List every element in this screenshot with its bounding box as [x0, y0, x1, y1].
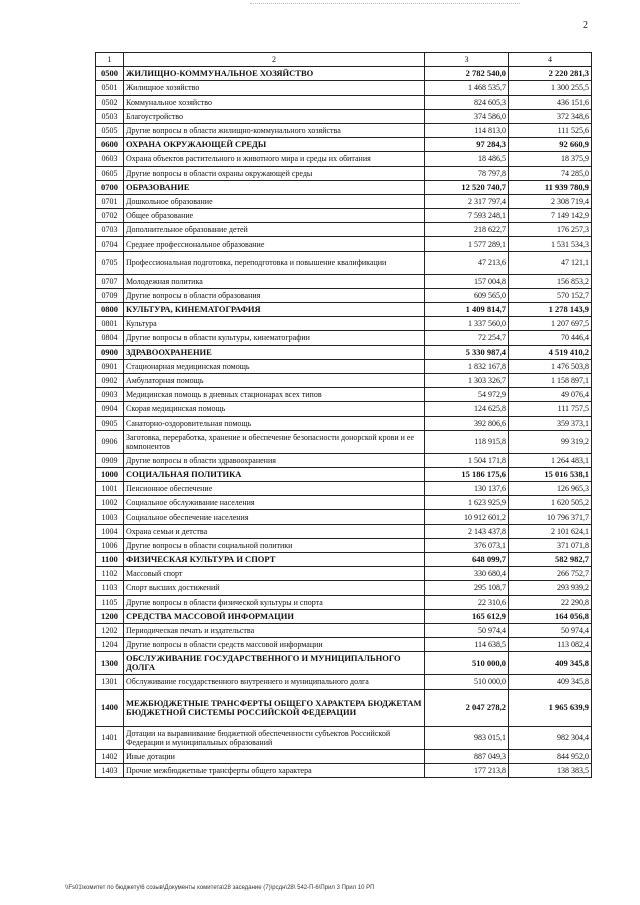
code-cell: 0903: [96, 388, 124, 402]
code-cell: 1300: [96, 652, 124, 675]
name-cell: Заготовка, переработка, хранение и обеспечение безопасности донорской крови и ее компонентов: [124, 430, 425, 453]
amount-2019-cell: 392 806,6: [425, 416, 509, 430]
amount-2020-cell: 1 531 534,3: [509, 237, 592, 251]
code-cell: 1102: [96, 567, 124, 581]
amount-2020-cell: 10 796 371,7: [509, 510, 592, 524]
code-cell: 0801: [96, 317, 124, 331]
table-row: [96, 152, 592, 166]
code-cell: 0804: [96, 331, 124, 345]
code-cell: 0702: [96, 209, 124, 223]
name-cell: КУЛЬТУРА, КИНЕМАТОГРАФИЯ: [124, 303, 425, 317]
table-row: [96, 109, 592, 123]
amount-2020-cell: 2 220 281,3: [509, 67, 592, 81]
name-cell: Жилищное хозяйство: [124, 81, 425, 95]
name-cell: ЗДРАВООХРАНЕНИЕ: [124, 345, 425, 359]
amount-2019-cell: 72 254,7: [425, 331, 509, 345]
code-cell: 1200: [96, 609, 124, 623]
section-row: [96, 609, 592, 623]
amount-2020-cell: 371 071,8: [509, 538, 592, 552]
amount-2020-cell: 1 300 255,5: [509, 81, 592, 95]
amount-2020-cell: 1 264 483,1: [509, 453, 592, 467]
amount-2019-cell: 130 137,6: [425, 482, 509, 496]
name-cell: Дополнительное образование детей: [124, 223, 425, 237]
amount-2020-cell: 359 373,1: [509, 416, 592, 430]
code-cell: 0800: [96, 303, 124, 317]
name-cell: Культура: [124, 317, 425, 331]
name-cell: Скорая медицинская помощь: [124, 402, 425, 416]
name-cell: Медицинская помощь в дневных стационарах всех типов: [124, 388, 425, 402]
amount-2019-cell: 1 303 326,7: [425, 373, 509, 387]
amount-2019-cell: 165 612,9: [425, 609, 509, 623]
name-cell: Молодежная политика: [124, 274, 425, 288]
name-cell: Общее образование: [124, 209, 425, 223]
amount-2020-cell: 18 375,9: [509, 152, 592, 166]
name-cell: Другие вопросы в области культуры, кинематографии: [124, 331, 425, 345]
amount-2019-cell: 218 622,7: [425, 223, 509, 237]
name-cell: ОБСЛУЖИВАНИЕ ГОСУДАРСТВЕННОГО И МУНИЦИПАЛЬНОГО ДОЛГА: [124, 652, 425, 675]
table-row: [96, 81, 592, 95]
amount-2020-cell: 50 974,4: [509, 623, 592, 637]
amount-2019-cell: 2 047 278,2: [425, 689, 509, 726]
name-cell: Амбулаторная помощь: [124, 373, 425, 387]
name-cell: ЖИЛИЩНО-КОММУНАЛЬНОЕ ХОЗЯЙСТВО: [124, 67, 425, 81]
amount-2020-cell: 266 752,7: [509, 567, 592, 581]
amount-2019-cell: 1 832 167,8: [425, 359, 509, 373]
code-cell: 0906: [96, 430, 124, 453]
code-cell: 1301: [96, 675, 124, 689]
amount-2019-cell: 177 213,8: [425, 763, 509, 777]
code-cell: 0901: [96, 359, 124, 373]
table-header-row: [96, 53, 592, 67]
table-row: [96, 726, 592, 749]
section-row: [96, 652, 592, 675]
name-cell: Периодическая печать и издательства: [124, 623, 425, 637]
amount-2019-cell: 983 015,1: [425, 726, 509, 749]
amount-2019-cell: 12 520 740,7: [425, 180, 509, 194]
amount-2019-cell: 2 143 437,8: [425, 524, 509, 538]
table-row: [96, 194, 592, 208]
name-cell: Дошкольное образование: [124, 194, 425, 208]
amount-2019-cell: 1 468 535,7: [425, 81, 509, 95]
table-row: [96, 595, 592, 609]
name-cell: Дотации на выравнивание бюджетной обеспеченности субъектов Российской Федерации и муниципальных образований: [124, 726, 425, 749]
amount-2020-cell: 49 076,4: [509, 388, 592, 402]
table-row: [96, 581, 592, 595]
amount-2019-cell: 376 073,1: [425, 538, 509, 552]
section-row: [96, 345, 592, 359]
amount-2019-cell: 7 593 248,1: [425, 209, 509, 223]
amount-2019-cell: 50 974,4: [425, 623, 509, 637]
code-cell: 0603: [96, 152, 124, 166]
name-cell: Прочие межбюджетные трансферты общего характера: [124, 763, 425, 777]
amount-2020-cell: 92 660,9: [509, 138, 592, 152]
amount-2019-cell: 22 310,6: [425, 595, 509, 609]
name-cell: Профессиональная подготовка, переподготовка и повышение квалификации: [124, 251, 425, 274]
table-row: [96, 567, 592, 581]
file-path-footer: \\Fs01\комитет по бюджету\6 созыв\Документы комитета\28 заседание (7)\рсдн\28\ 542-П-6\Прил 3 Прил 10 РП: [65, 885, 375, 891]
page-number: 2: [583, 20, 588, 31]
table-row: [96, 524, 592, 538]
amount-2020-cell: 436 151,6: [509, 95, 592, 109]
amount-2020-cell: 1 278 143,9: [509, 303, 592, 317]
name-cell: Массовый спорт: [124, 567, 425, 581]
header-cell: 3: [425, 53, 509, 67]
amount-2019-cell: 118 915,8: [425, 430, 509, 453]
amount-2020-cell: 47 121,1: [509, 251, 592, 274]
header-cell: 2: [124, 53, 425, 67]
code-cell: 0900: [96, 345, 124, 359]
name-cell: Другие вопросы в области средств массовой информации: [124, 638, 425, 652]
amount-2020-cell: 1 965 639,9: [509, 689, 592, 726]
code-cell: 0904: [96, 402, 124, 416]
code-cell: 0605: [96, 166, 124, 180]
amount-2020-cell: 570 152,7: [509, 288, 592, 302]
amount-2019-cell: 47 213,6: [425, 251, 509, 274]
amount-2020-cell: 11 939 780,9: [509, 180, 592, 194]
amount-2020-cell: 1 476 503,8: [509, 359, 592, 373]
amount-2020-cell: 2 308 719,4: [509, 194, 592, 208]
table-row: [96, 763, 592, 777]
name-cell: МЕЖБЮДЖЕТНЫЕ ТРАНСФЕРТЫ ОБЩЕГО ХАРАКТЕРА БЮДЖЕТАМ БЮДЖЕТНОЙ СИСТЕМЫ РОССИЙСКОЙ ФЕДЕРАЦИИ: [124, 689, 425, 726]
code-cell: 0501: [96, 81, 124, 95]
amount-2019-cell: 10 912 601,2: [425, 510, 509, 524]
name-cell: Иные дотации: [124, 749, 425, 763]
amount-2019-cell: 1 504 171,8: [425, 453, 509, 467]
name-cell: СОЦИАЛЬНАЯ ПОЛИТИКА: [124, 467, 425, 481]
table-row: [96, 510, 592, 524]
code-cell: 1103: [96, 581, 124, 595]
amount-2019-cell: 510 000,0: [425, 652, 509, 675]
table-row: [96, 288, 592, 302]
name-cell: Обслуживание государственного внутреннего и муниципального долга: [124, 675, 425, 689]
amount-2020-cell: 22 290,8: [509, 595, 592, 609]
amount-2020-cell: 4 519 410,2: [509, 345, 592, 359]
name-cell: Социальное обслуживание населения: [124, 496, 425, 510]
amount-2019-cell: 609 565,0: [425, 288, 509, 302]
code-cell: 1105: [96, 595, 124, 609]
name-cell: Спорт высших достижений: [124, 581, 425, 595]
name-cell: Другие вопросы в области здравоохранения: [124, 453, 425, 467]
code-cell: 1204: [96, 638, 124, 652]
code-cell: 0704: [96, 237, 124, 251]
name-cell: Охрана объектов растительного и животного мира и среды их обитания: [124, 152, 425, 166]
amount-2020-cell: 1 207 697,5: [509, 317, 592, 331]
amount-2020-cell: 409 345,8: [509, 652, 592, 675]
code-cell: 0500: [96, 67, 124, 81]
amount-2020-cell: 99 319,2: [509, 430, 592, 453]
table-row: [96, 95, 592, 109]
section-row: [96, 689, 592, 726]
amount-2019-cell: 1 577 289,1: [425, 237, 509, 251]
amount-2019-cell: 78 797,8: [425, 166, 509, 180]
table-row: [96, 251, 592, 274]
code-cell: 1402: [96, 749, 124, 763]
section-row: [96, 180, 592, 194]
amount-2019-cell: 824 605,3: [425, 95, 509, 109]
name-cell: Стационарная медицинская помощь: [124, 359, 425, 373]
amount-2020-cell: 372 348,6: [509, 109, 592, 123]
amount-2020-cell: 176 257,3: [509, 223, 592, 237]
section-row: [96, 553, 592, 567]
amount-2020-cell: 1 158 897,1: [509, 373, 592, 387]
amount-2020-cell: 2 101 624,1: [509, 524, 592, 538]
name-cell: Среднее профессиональное образование: [124, 237, 425, 251]
amount-2020-cell: 15 016 538,1: [509, 467, 592, 481]
table-row: [96, 749, 592, 763]
amount-2019-cell: 124 625,8: [425, 402, 509, 416]
name-cell: Охрана семьи и детства: [124, 524, 425, 538]
code-cell: 0902: [96, 373, 124, 387]
table-row: [96, 496, 592, 510]
amount-2020-cell: 409 345,8: [509, 675, 592, 689]
code-cell: 1401: [96, 726, 124, 749]
header-cell: 4: [509, 53, 592, 67]
amount-2020-cell: 164 056,8: [509, 609, 592, 623]
table-row: [96, 274, 592, 288]
header-cell: 1: [96, 53, 124, 67]
amount-2020-cell: 113 082,4: [509, 638, 592, 652]
code-cell: 0909: [96, 453, 124, 467]
code-cell: 0703: [96, 223, 124, 237]
amount-2019-cell: 2 317 797,4: [425, 194, 509, 208]
amount-2020-cell: 156 853,2: [509, 274, 592, 288]
amount-2019-cell: 114 813,0: [425, 123, 509, 137]
table-row: [96, 482, 592, 496]
name-cell: Другие вопросы в области охраны окружающей среды: [124, 166, 425, 180]
section-row: [96, 303, 592, 317]
table-row: [96, 166, 592, 180]
code-cell: 0701: [96, 194, 124, 208]
code-cell: 1002: [96, 496, 124, 510]
amount-2020-cell: 7 149 142,9: [509, 209, 592, 223]
code-cell: 0905: [96, 416, 124, 430]
table-row: [96, 638, 592, 652]
table-row: [96, 331, 592, 345]
section-row: [96, 467, 592, 481]
amount-2020-cell: 982 304,4: [509, 726, 592, 749]
table-row: [96, 317, 592, 331]
amount-2020-cell: 111 525,6: [509, 123, 592, 137]
amount-2019-cell: 15 186 175,6: [425, 467, 509, 481]
code-cell: 0707: [96, 274, 124, 288]
name-cell: СРЕДСТВА МАССОВОЙ ИНФОРМАЦИИ: [124, 609, 425, 623]
amount-2020-cell: 70 446,4: [509, 331, 592, 345]
amount-2019-cell: 887 049,3: [425, 749, 509, 763]
amount-2019-cell: 1 337 560,0: [425, 317, 509, 331]
code-cell: 0705: [96, 251, 124, 274]
amount-2019-cell: 97 284,3: [425, 138, 509, 152]
table-row: [96, 359, 592, 373]
table-row: [96, 388, 592, 402]
amount-2019-cell: 374 586,0: [425, 109, 509, 123]
name-cell: Благоустройство: [124, 109, 425, 123]
name-cell: Другие вопросы в области образования: [124, 288, 425, 302]
table-row: [96, 675, 592, 689]
table-row: [96, 237, 592, 251]
name-cell: ОБРАЗОВАНИЕ: [124, 180, 425, 194]
code-cell: 0600: [96, 138, 124, 152]
code-cell: 1403: [96, 763, 124, 777]
amount-2020-cell: 126 965,3: [509, 482, 592, 496]
amount-2019-cell: 54 972,9: [425, 388, 509, 402]
code-cell: 1100: [96, 553, 124, 567]
name-cell: Другие вопросы в области жилищно-коммунального хозяйства: [124, 123, 425, 137]
amount-2019-cell: 330 680,4: [425, 567, 509, 581]
amount-2020-cell: 582 982,7: [509, 553, 592, 567]
amount-2019-cell: 5 330 987,4: [425, 345, 509, 359]
code-cell: 1004: [96, 524, 124, 538]
name-cell: Социальное обеспечение населения: [124, 510, 425, 524]
amount-2019-cell: 295 108,7: [425, 581, 509, 595]
name-cell: Коммунальное хозяйство: [124, 95, 425, 109]
amount-2020-cell: 74 285,0: [509, 166, 592, 180]
amount-2020-cell: 111 757,5: [509, 402, 592, 416]
table-row: [96, 453, 592, 467]
code-cell: 1202: [96, 623, 124, 637]
scan-artifact-line: [250, 3, 520, 5]
name-cell: Санаторно-оздоровительная помощь: [124, 416, 425, 430]
amount-2019-cell: 648 099,7: [425, 553, 509, 567]
code-cell: 1001: [96, 482, 124, 496]
table-row: [96, 223, 592, 237]
table-row: [96, 373, 592, 387]
amount-2020-cell: 1 620 505,2: [509, 496, 592, 510]
section-row: [96, 67, 592, 81]
code-cell: 0700: [96, 180, 124, 194]
name-cell: Другие вопросы в области социальной политики: [124, 538, 425, 552]
name-cell: Другие вопросы в области физической культуры и спорта: [124, 595, 425, 609]
code-cell: 0709: [96, 288, 124, 302]
amount-2019-cell: 1 623 925,9: [425, 496, 509, 510]
budget-table: [95, 52, 592, 778]
amount-2019-cell: 510 000,0: [425, 675, 509, 689]
amount-2020-cell: 844 952,0: [509, 749, 592, 763]
table-row: [96, 538, 592, 552]
table-row: [96, 416, 592, 430]
table-row: [96, 402, 592, 416]
table-row: [96, 430, 592, 453]
code-cell: 1400: [96, 689, 124, 726]
amount-2019-cell: 1 409 814,7: [425, 303, 509, 317]
table-row: [96, 123, 592, 137]
code-cell: 0502: [96, 95, 124, 109]
amount-2019-cell: 114 638,5: [425, 638, 509, 652]
amount-2020-cell: 138 383,5: [509, 763, 592, 777]
table-row: [96, 623, 592, 637]
table-row: [96, 209, 592, 223]
code-cell: 0503: [96, 109, 124, 123]
code-cell: 1000: [96, 467, 124, 481]
section-row: [96, 138, 592, 152]
code-cell: 0505: [96, 123, 124, 137]
amount-2019-cell: 18 486,5: [425, 152, 509, 166]
code-cell: 1006: [96, 538, 124, 552]
name-cell: ОХРАНА ОКРУЖАЮЩЕЙ СРЕДЫ: [124, 138, 425, 152]
code-cell: 1003: [96, 510, 124, 524]
amount-2019-cell: 157 004,8: [425, 274, 509, 288]
name-cell: Пенсионное обеспечение: [124, 482, 425, 496]
name-cell: ФИЗИЧЕСКАЯ КУЛЬТУРА И СПОРТ: [124, 553, 425, 567]
amount-2019-cell: 2 782 540,0: [425, 67, 509, 81]
amount-2020-cell: 293 939,2: [509, 581, 592, 595]
